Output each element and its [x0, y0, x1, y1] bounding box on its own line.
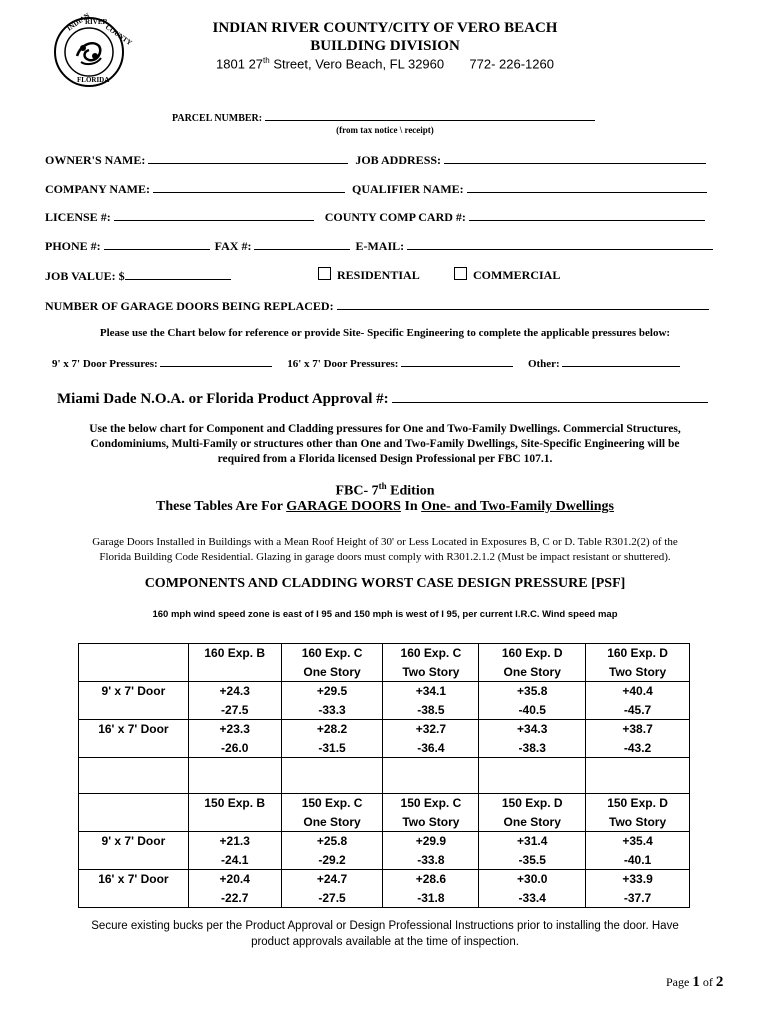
pressure-value: -38.5	[417, 702, 445, 717]
garage-doors-row: NUMBER OF GARAGE DOORS BEING REPLACED:	[45, 297, 709, 314]
table-spacer-cell	[383, 758, 479, 794]
table-corner-cell	[79, 794, 189, 832]
pressure-value: -45.7	[623, 702, 652, 717]
pressure-value: -43.2	[623, 740, 652, 755]
table-header-text	[189, 663, 281, 682]
pressure-value: -24.1	[221, 852, 249, 867]
commercial-checkbox[interactable]	[454, 267, 467, 280]
owner-name-field[interactable]	[148, 151, 348, 164]
pressure-cell	[479, 832, 586, 870]
pressure-value: +30.0	[517, 872, 548, 886]
pressure-cell	[479, 870, 586, 908]
pressure-value: -31.5	[318, 740, 346, 755]
header-title: INDIAN RIVER COUNTY/CITY OF VERO BEACH	[212, 20, 558, 36]
instructions-text: Please use the Chart below for reference or provide Site- Specific Engineering to complete the applicable pressures below:	[99, 327, 671, 339]
wind-speed-note: 160 mph wind speed zone is east of I 95 and 150 mph is west of I 95, per current I.R.C. Wind speed map	[152, 609, 618, 620]
pressure-cell	[479, 682, 586, 720]
county-comp-card-field[interactable]	[469, 208, 705, 221]
table-header-text: 150 Exp. D	[607, 796, 668, 810]
pressure-value: -38.3	[518, 740, 546, 755]
door-size-label: 16' x 7' Door	[79, 720, 189, 758]
pressure-cell	[281, 832, 383, 870]
fax-field[interactable]	[254, 237, 350, 250]
pressure-value: +38.7	[622, 722, 653, 736]
table-header-row	[79, 644, 690, 682]
pressures-row: 9' x 7' Door Pressures: 16' x 7' Door Pressures: Other:	[52, 356, 680, 370]
table-header-cell	[479, 644, 586, 682]
parcel-number-row	[172, 112, 595, 124]
table-header-cell	[281, 794, 383, 832]
table-header-text: One Story	[303, 814, 361, 829]
table-header-text: 160 Exp. B	[204, 646, 266, 660]
table-row	[79, 870, 690, 908]
job-value-row: JOB VALUE: $	[45, 267, 231, 284]
pressure-other-field[interactable]	[562, 356, 680, 367]
table-spacer-row	[79, 758, 690, 794]
garage-door-description: Garage Doors Installed in Buildings with a Mean Roof Height of 30' or Less Located in Exposures B, C or D. Table R301.2(2) of the Florida Building Code Residential. Glazing in garage doors must comply with R301.2.1.2 (Must be impact resistant or shuttered).	[92, 536, 678, 563]
pressure-cell	[188, 682, 281, 720]
company-name-field[interactable]	[153, 180, 345, 193]
table-header-text: One Story	[303, 664, 361, 679]
pressure-cell	[188, 870, 281, 908]
pressure-value: +34.1	[415, 684, 447, 698]
residential-option[interactable]: RESIDENTIAL	[318, 267, 420, 283]
pressure-cell	[281, 682, 383, 720]
fbc-edition-title: FBC- 7th Edition	[335, 481, 435, 499]
qualifier-name-field[interactable]	[467, 180, 707, 193]
noa-field[interactable]	[392, 388, 708, 403]
table-header-cell	[479, 794, 586, 832]
table-header-text: 160 Exp. C	[301, 646, 363, 660]
table-header-cell	[281, 644, 383, 682]
table-header-cell	[383, 644, 479, 682]
parcel-note: (from tax notice \ receipt)	[336, 125, 434, 135]
pressure-cell	[188, 832, 281, 870]
table-corner-cell	[79, 644, 189, 682]
pressure-value: -37.7	[623, 890, 652, 905]
table-header-text: One Story	[503, 814, 561, 829]
table-header-text: 150 Exp. D	[501, 796, 563, 810]
pressure-value: -22.7	[221, 890, 249, 905]
pressure-value: +28.2	[316, 722, 348, 736]
pressure-value: +35.8	[517, 684, 548, 698]
parcel-number-label: PARCEL NUMBER:	[172, 113, 263, 124]
table-spacer-cell	[188, 758, 281, 794]
pressure-cell	[188, 720, 281, 758]
fbc-table-subtitle: These Tables Are For GARAGE DOORS In One- and Two-Family Dwellings	[156, 499, 614, 514]
door-size-label: 16' x 7' Door	[79, 870, 189, 908]
pressure-value: +34.3	[517, 722, 548, 736]
pressure-cell	[383, 832, 479, 870]
table-header-text: 150 Exp. C	[400, 796, 462, 810]
noa-row: Miami Dade N.O.A. or Florida Product Approval #:	[57, 388, 708, 408]
notice-paragraph: Use the below chart for Component and Cladding pressures for One and Two-Family Dwellings. Commercial Structures, Condominiums, Multi-Family or structures other than One and Two-Family Dwellings, Site-Specific Engineering will be required from a Florida licensed Design Professional per FBC 107.1.	[89, 423, 681, 465]
cc-pressure-title: COMPONENTS AND CLADDING WORST CASE DESIGN PRESSURE [PSF]	[144, 576, 626, 591]
svg-text:FLORIDA: FLORIDA	[77, 76, 110, 84]
residential-checkbox[interactable]	[318, 267, 331, 280]
license-field[interactable]	[114, 208, 314, 221]
license-row: LICENSE #: COUNTY COMP CARD #:	[45, 208, 705, 225]
header-subtitle: BUILDING DIVISION	[310, 38, 460, 54]
pressure-cell	[383, 720, 479, 758]
pressure-cell	[586, 720, 690, 758]
table-row	[79, 720, 690, 758]
pressure-value: +24.7	[316, 872, 348, 886]
header-address: 1801 27th Street, Vero Beach, FL 32960 772- 226-1260	[216, 56, 554, 72]
table-row	[79, 682, 690, 720]
contact-row: PHONE #: FAX #: E-MAIL:	[45, 237, 713, 254]
pressure-value: -40.1	[623, 852, 652, 867]
pressure-value: -29.2	[318, 852, 346, 867]
svg-text:INDIAN: INDIAN	[65, 11, 92, 33]
table-header-cell	[586, 644, 690, 682]
parcel-number-field[interactable]	[265, 112, 595, 121]
table-header-cell	[188, 644, 281, 682]
table-spacer-cell	[586, 758, 690, 794]
pressure-cell	[281, 720, 383, 758]
table-header-text: 160 Exp. D	[607, 646, 668, 660]
pressure-value: -35.5	[518, 852, 546, 867]
phone-field[interactable]	[104, 237, 210, 250]
pressure-value: +25.8	[316, 834, 348, 848]
garage-doors-field[interactable]	[337, 297, 709, 310]
pressure-value: +21.3	[219, 834, 250, 848]
pressure-cell	[586, 832, 690, 870]
svg-text:COUNTY: COUNTY	[103, 23, 134, 48]
pressure-value: +33.9	[622, 872, 653, 886]
job-address-field[interactable]	[444, 151, 706, 164]
pressure-cell	[479, 720, 586, 758]
email-field[interactable]	[407, 237, 713, 250]
pressure-value: -40.5	[518, 702, 546, 717]
pressure-value: -31.8	[417, 890, 445, 905]
owner-name-row: OWNER'S NAME: JOB ADDRESS:	[45, 151, 706, 168]
pressure-value: +31.4	[517, 834, 548, 848]
table-header-cell	[586, 794, 690, 832]
pressure-value: -33.8	[417, 852, 445, 867]
pressure-value: +29.5	[316, 684, 348, 698]
pressure-cell	[586, 870, 690, 908]
table-header-cell	[383, 794, 479, 832]
pressure-value: +40.4	[622, 684, 653, 698]
job-value-field[interactable]	[125, 267, 231, 280]
table-row	[79, 832, 690, 870]
pressure-16x7-field[interactable]	[401, 356, 513, 367]
table-spacer-cell	[79, 758, 189, 794]
table-header-row	[79, 794, 690, 832]
door-size-label: 9' x 7' Door	[79, 832, 189, 870]
commercial-option[interactable]: COMMERCIAL	[454, 267, 560, 283]
pressure-value: -26.0	[221, 740, 249, 755]
pressure-value: -27.5	[318, 890, 346, 905]
pressure-value: -27.5	[221, 702, 249, 717]
pressure-value: +24.3	[219, 684, 250, 698]
pressure-value: +32.7	[415, 722, 447, 736]
table-header-cell	[188, 794, 281, 832]
table-header-text: Two Story	[609, 664, 667, 679]
pressure-value: -36.4	[417, 740, 445, 755]
pressure-value: +29.9	[415, 834, 447, 848]
table-header-text: One Story	[503, 664, 561, 679]
pressure-cell	[383, 682, 479, 720]
pressure-value: +35.4	[622, 834, 653, 848]
pressure-value: -33.3	[318, 702, 346, 717]
pressure-cell	[586, 682, 690, 720]
table-header-text: 150 Exp. B	[204, 796, 266, 810]
header-phone: 772- 226-1260	[469, 56, 554, 72]
table-header-text: 160 Exp. C	[400, 646, 462, 660]
table-header-text: 160 Exp. D	[501, 646, 563, 660]
table-header-text: Two Story	[609, 814, 667, 829]
table-spacer-cell	[281, 758, 383, 794]
design-pressure-table	[78, 643, 690, 908]
page-indicator: Page 1 of 2	[666, 974, 724, 990]
door-size-label: 9' x 7' Door	[79, 682, 189, 720]
pressure-cell	[383, 870, 479, 908]
pressure-value: -33.4	[518, 890, 546, 905]
pressure-value: +28.6	[415, 872, 447, 886]
pressure-value: +20.4	[219, 872, 250, 886]
company-row: COMPANY NAME: QUALIFIER NAME:	[45, 180, 707, 197]
table-header-text: 150 Exp. C	[301, 796, 363, 810]
svg-text:RIVER: RIVER	[85, 18, 108, 26]
pressure-cell	[281, 870, 383, 908]
pressure-value: +23.3	[219, 722, 250, 736]
table-header-text: Two Story	[402, 664, 460, 679]
pressure-9x7-field[interactable]	[160, 356, 272, 367]
table-header-text	[189, 813, 281, 832]
table-header-text: Two Story	[402, 814, 460, 829]
footer-note: Secure existing bucks per the Product Approval or Design Professional Instructions prior to installing the door. Have product approvals available at the time of inspection.	[91, 920, 679, 948]
table-spacer-cell	[479, 758, 586, 794]
